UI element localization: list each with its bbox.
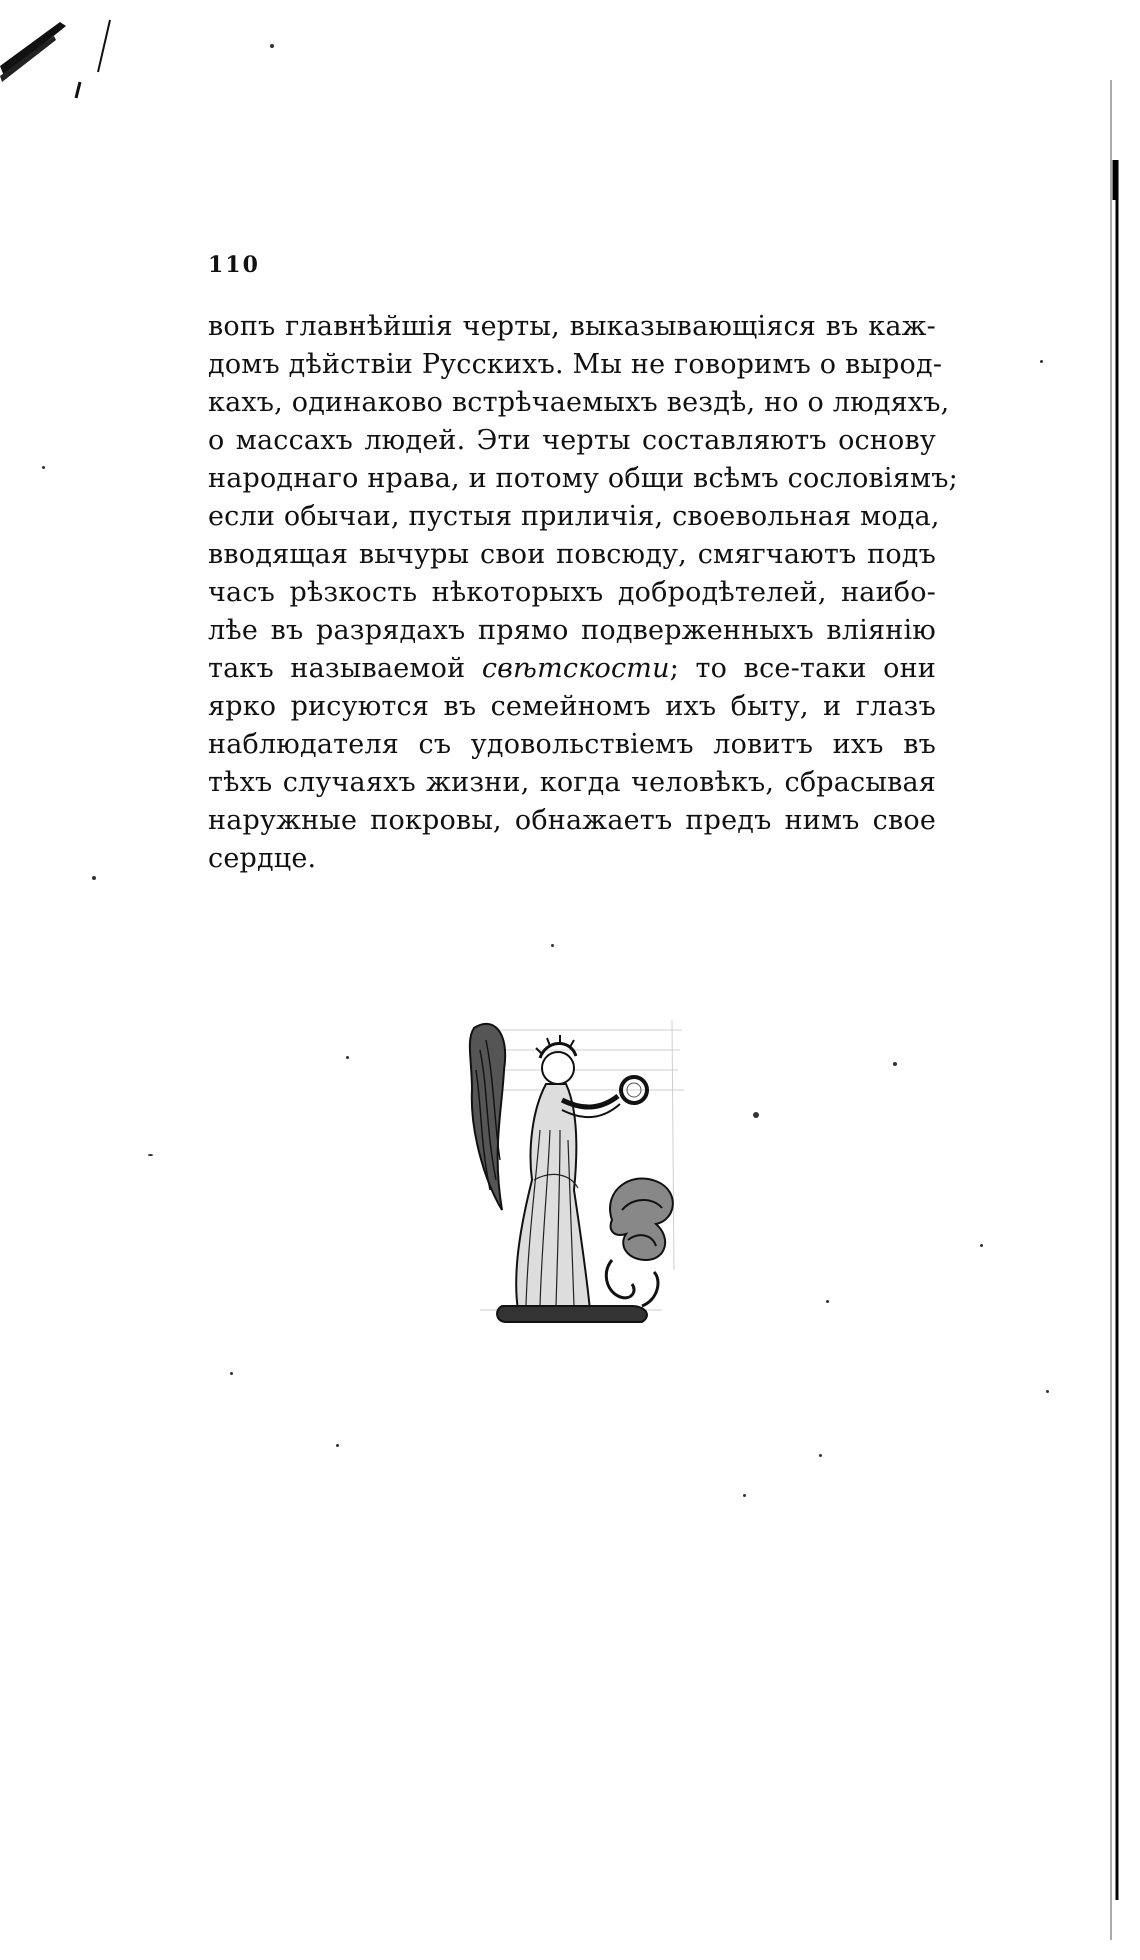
scan-speck [551,944,554,947]
scan-speck [893,1062,897,1066]
text-segment: ; то все-таки они [669,653,936,684]
page-number: 110 [208,252,260,278]
text-line: вопъ главнѣйшія черты, выказывающіяся въ каж- [208,311,936,342]
scan-speck [336,1444,339,1447]
italic-term: свѣтскости [481,653,670,684]
text-line: наружные покровы, обнажаетъ предъ нимъ свое [208,805,936,836]
text-line: лѣе въ разрядахъ прямо подверженныхъ вліянію [208,615,936,646]
scan-speck [819,1454,822,1457]
scan-speck [743,1494,746,1497]
text-line: если обычаи, пустыя приличія, своевольная мода, [208,501,940,532]
scan-speck [92,876,96,880]
scan-speck [826,1300,829,1303]
text-line: часъ рѣзкость нѣкоторыхъ добродѣтелей, наибо- [208,577,936,608]
text-line-mixed [208,650,936,688]
text-line: наблюдателя съ удовольствіемъ ловитъ ихъ въ [208,729,936,760]
scan-speck [346,1056,349,1059]
scan-speck [230,1372,233,1375]
text-line: о массахъ людей. Эти черты составляютъ основу [208,425,936,456]
scan-speck [980,1244,983,1247]
winged-victory-engraving-icon [462,1010,698,1340]
binding-edge-line [1108,80,1124,1940]
text-segment: такъ называемой [208,653,482,684]
scan-speck [1040,360,1043,363]
scan-speck [42,466,45,469]
text-line: народнаго нрава, и потому общи всѣмъ сословіямъ; [208,463,958,494]
text-line: сердце. [208,843,317,874]
text-line: тѣхъ случаяхъ жизни, когда человѣкъ, сбрасывая [208,767,936,798]
text-line: домъ дѣйствіи Русскихъ. Мы не говоримъ о вырод- [208,349,943,380]
body-text [208,308,958,878]
text-line: кахъ, одинаково встрѣчаемыхъ вездѣ, но о людяхъ, [208,387,950,418]
text-line: ярко рисуются въ семейномъ ихъ быту, и глазъ [208,691,936,722]
text-line: вводящая вычуры свои повсюду, смягчаютъ подъ [208,539,936,570]
scan-speck [1046,1390,1049,1393]
scan-speck [148,1154,153,1156]
scan-speck [753,1112,759,1118]
scan-speck [270,44,274,48]
scan-corner-artifact-icon [0,14,120,104]
